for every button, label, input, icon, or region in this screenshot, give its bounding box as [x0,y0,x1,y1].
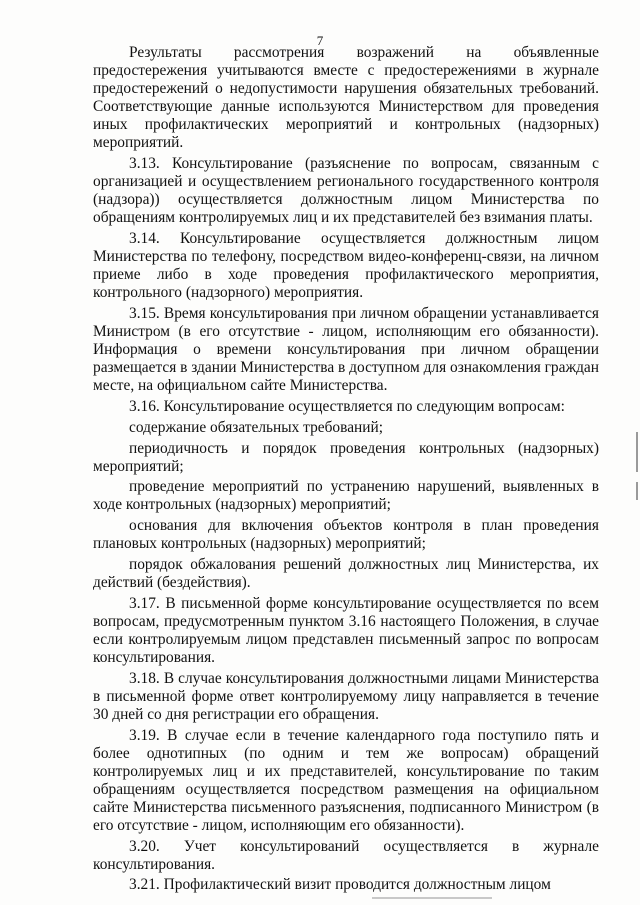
list-item-inclusion-grounds: основания для включения объектов контроля в план проведения плановых контрольных (надзорных) мероприятий; [93,517,599,553]
scan-bottom-artifact [372,897,492,899]
paragraph-3-21: 3.21. Профилактический визит проводится должностным лицом [129,876,551,894]
list-item-requirements: содержание обязательных требований; [129,418,384,436]
list-item-remediation: проведение мероприятий по устранению нарушений, выявленных в ходе контрольных (надзорных) мероприятий; [93,478,599,514]
paragraph-3-15: 3.15. Время консультирования при личном обращении устанавливается Министром (в его отсутствие - лицом, исполняющим его обязанности). Информация о времени консультирования при личном обращении размещается в здании Министерства в доступном для ознакомления граждан месте, на официальном сайте Министерства. [93,305,599,395]
paragraph-objections-results: Результаты рассмотрения возражений на объявленные предостережения учитываются вместе с предостережениями в журнале предостережений о недопустимости нарушения обязательных требований. Соответствующие данные используются Министерством для проведения иных профилактических мероприятий и контрольных (надзорных) мероприятий. [93,44,599,152]
paragraph-3-18: 3.18. В случае консультирования должностными лицами Министерства в письменной форме ответ контролируемому лицу направляется в течение 30 дней со дня регистрации его обращения. [93,669,599,723]
paragraph-3-17: 3.17. В письменной форме консультирование осуществляется по всем вопросам, предусмотренным пунктом 3.16 настоящего Положения, в случае если контролируемым лицом представлен письменный запрос по вопросам консультирования. [93,594,599,666]
paragraph-3-14: 3.14. Консультирование осуществляется должностным лицом Министерства по телефону, посредством видео-конференц-связи, на личном приеме либо в ходе проведения профилактического мероприятия, контрольного (надзорного) мероприятия. [93,230,599,302]
paragraph-3-20: 3.20. Учет консультирований осуществляется в журнале консультирования. [93,837,599,873]
document-body [93,44,599,895]
scan-edge-mark [636,482,638,500]
list-item-appeal-procedure: порядок обжалования решений должностных лиц Министерства, их действий (бездействия). [93,555,599,591]
paragraph-3-16: 3.16. Консультирование осуществляется по следующим вопросам: [129,398,565,416]
page-number: 7 [316,33,324,48]
list-item-periodicity: периодичность и порядок проведения контрольных (надзорных) мероприятий; [93,439,599,475]
paragraph-3-13: 3.13. Консультирование (разъяснение по вопросам, связанным с организацией и осуществлением регионального государственного контроля (надзора)) осуществляется должностным лицом Министерства по обращениям контролируемых лиц и их представителей без взимания платы. [93,155,599,227]
scan-edge-mark [636,432,638,472]
paragraph-3-19: 3.19. В случае если в течение календарного года поступило пять и более однотипных (по одним и тем же вопросам) обращений контролируемых лиц и их представителей, консультирование по таким обращениям осуществляется посредством размещения на официальном сайте Министерства письменного разъяснения, подписанного Министром (в его отсутствие - лицом, исполняющим его обязанности). [93,726,599,834]
